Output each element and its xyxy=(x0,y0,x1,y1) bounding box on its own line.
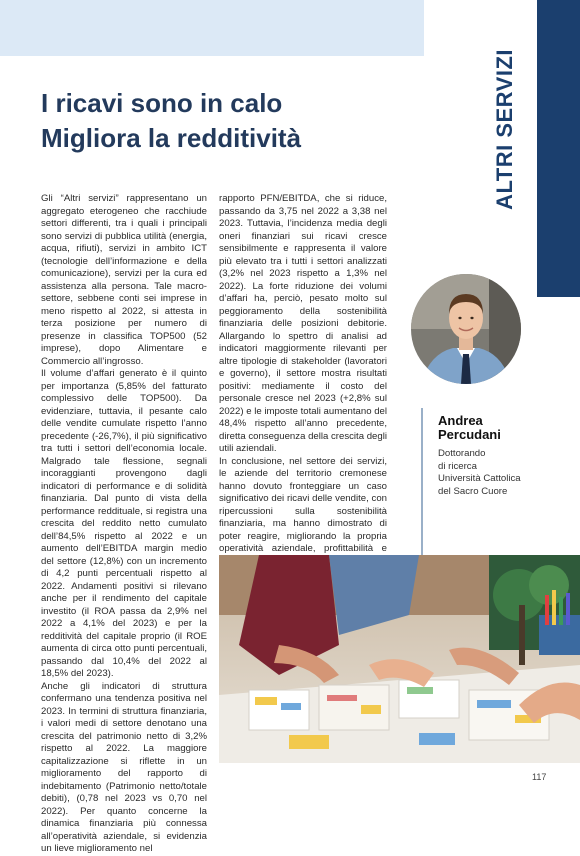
teamwork-photo xyxy=(219,555,580,763)
paragraph: rapporto PFN/EBITDA, che si riduce, passando da 3,75 nel 2022 a 3,38 nel 2023. Tuttavia, l’incidenza media degli oneri finanziari sui ricavi cresce sensibilmente e rappresenta il valore più elevato tra i tutti i settori analizzati (3,2% nel 2023 rispetto a 1,3% nel 2022). La forte riduzione dei volumi d’affari ha, perciò, pesato molto sul peggioramento della sostenibilità finanziaria delle posizioni debitorie. Allargando lo spettro di analisi ad indicatori maggiormente rilevanti per altre tipologie di stakeholder (lavoratori e governo), il settore mostra risultati positivi: mediamente il costo del personale cresce nel 2023 (+2,8% sul 2022) e le imposte totali aumentano del 48,4% rispetto all’anno precedente, diretta conseguenza della crescita degli utili aziendali. xyxy=(219,193,387,454)
body-column-right xyxy=(219,193,387,568)
author-bio xyxy=(438,414,548,498)
paragraph: In conclusione, nel settore dei servizi, le aziende del territorio cremonese hanno dovuto fronteggiare un caso significativo dei ricavi delle vendite, con ripercussioni sulla sostenibilità finanziaria, ma hanno dimostrato di poter reagire, migliorando la propria operatività aziendale, profittabilità e xyxy=(219,455,387,554)
header-band xyxy=(0,0,424,56)
author-role-line: Dottorando xyxy=(438,448,486,459)
author-first-name: Andrea xyxy=(438,413,483,428)
section-label-text: ALTRI SERVIZI xyxy=(491,48,517,210)
article-title xyxy=(41,86,441,156)
paragraph: Gli “Altri servizi” rappresentano un aggregato eterogeneo che racchiude settori differenti, tra i quali i principali sono servizi di pubblica utilità (energia, acqua, rifiuti), servizi in ambito ICT (tecnologie dell’informazione e della comunicazione), servizi per la cura ed assistenza alla persona. Tale macro-settore, sebbene conti sei imprese in meno rispetto al 2022, si attesta in terza posizione per numero di presenze in classifica TOP500 (52 imprese), dopo Alimentare e Commercio all’ingrosso. xyxy=(41,193,207,367)
author-role-line: del Sacro Cuore xyxy=(438,485,508,497)
author-role-line: Università Cattolica xyxy=(438,473,521,484)
author-role xyxy=(438,448,548,498)
paragraph: Il volume d’affari generato è il quinto per importanza (5,85% del fatturato complessivo delle TOP500). Da evidenziare, tuttavia, il pesante calo delle vendite cumulate rispetto l’anno precedente (-26,7%), il più significativo tra tutti i settori dell’economia locale. Malgrado tale flessione, segnali incoraggianti provengono dagli indicatori di performance e di solidità finanziaria. Dal punto di vista della performance reddituale, si registra una crescita del reddito netto cumulato dell’84,5% rispetto al 2022 e un aumento dell’EBITDA margin medio del settore (12,8%) con un incremento di 4,2 punti percentuali rispetto al 2022. Andamenti positivi si rilevano anche per il rendimento del capitale investito (il ROA passa da 2,9% nel 2022 a 4,1% del 2023) e per la redditività del capitale proprio (il ROE aumenta di circa otto punti percentuali, passando dal 10,4% del 2022 al 18,5% del 2023). xyxy=(41,368,207,679)
section-color-bar xyxy=(537,0,580,297)
author-role-line: di ricerca xyxy=(438,460,477,472)
body-column-left xyxy=(41,193,207,856)
title-line-2: Migliora la redditività xyxy=(41,123,302,153)
page-number: 117 xyxy=(532,772,547,782)
section-label xyxy=(482,40,527,218)
title-line-1: I ricavi sono in calo xyxy=(41,88,283,118)
author-divider xyxy=(421,408,423,558)
author-last-name: Percudani xyxy=(438,427,501,442)
author-photo xyxy=(411,274,521,384)
paragraph: Anche gli indicatori di struttura confermano una tendenza positiva nel 2023. In termini di struttura finanziaria, i valori medi di settore denotano una crescita del patrimonio netto di 3,2% rispetto al 2022. La maggiore capitalizzazione si riflette in un miglioramento del rapporto di indebitamento (Patrimonio netto/totale debiti), (0,78 nel 2023 vs 0,70 nel 2022). Per quanto concerne la dinamica finanziaria più connessa all’operatività aziendale, si evidenzia un lieve miglioramento nel xyxy=(41,680,207,854)
author-name xyxy=(438,414,548,442)
